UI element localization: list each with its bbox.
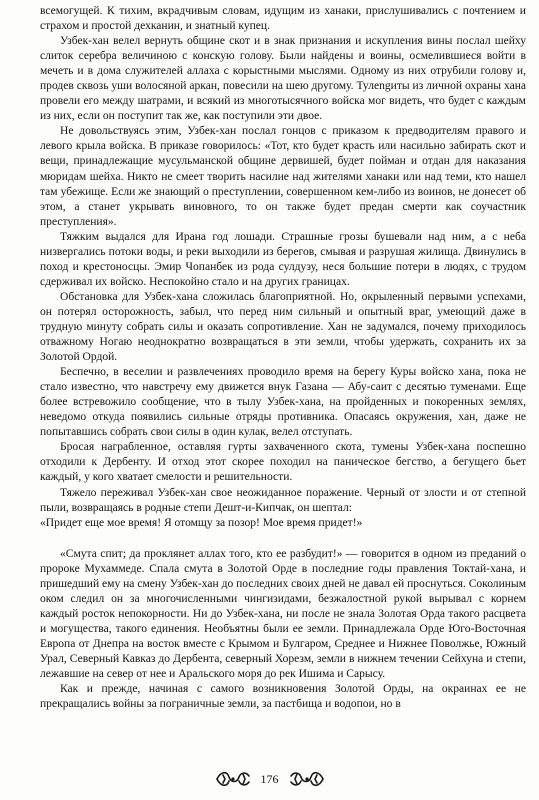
paragraph: Тяжело переживал Узбек-хан свое неожиданное поражение. Черный от злости и от степной пыли, возвращаясь в родные степи Дешт-и-Кипчак, он шептал: xyxy=(40,486,526,514)
paragraph: Как и прежде, начиная с самого возникновения Золотой Орды, на окраинах ее не прекращались войны за пограничные земли, за пастбища и водопои, но в xyxy=(40,683,526,711)
quote-line: «Придет еще мое время! Я отомщу за позор! Мое время придет!» xyxy=(40,516,363,529)
paragraph: Обстановка для Узбек-хана сложилась благоприятной. Но, окрыленный первыми успехами, он потерял осторожность, забыл, что перед ним сильный и опытный враг, умеющий даже в трудную минуту собрать силы и оказать сопротивление. Хан не задумался, почему приходилось отважному Ногаю неоднократно возвращаться в эти земли, чтобы удержать, сохранить их за Золотой Ордой. xyxy=(40,290,526,364)
paragraph-section-start: «Смута спит; да проклянет аллах того, кто ее разбудит!» — говорится в одном из преданий о пророке Мухаммеде. Спала смута в Золотой Орде в последние годы правления Токтай-хана, и пришедший ему на смену Узбек-хан до последних своих дней не давал ей проснуться. Соколиным оком следил он за многочисленными чингизидами, безжалостной рукой вырывал с корнем каждый росток непокорности. Ни до Узбек-хана, ни после не знала Золотая Орда такого расцвета и могущества, такого единения. Необъятны были ее земли. Принадлежала Орде Юго-Восточная Европа от Днепра на восток вместе с Крымом и Булгаром, Среднее и Нижнее Поволжье, Южный Урал, Северный Кавказ до Дербента, северный Хорезм, земли в нижнем течении Сейхуна и степи, лежавшие на север от нее и Аральского моря до рек Ишима и Сарысу. xyxy=(40,547,526,681)
paragraph: Бросая награбленное, оставляя гурты захваченного скота, тумены Узбек-хана поспешно отходили к Дербенту. И отход этот скорее походил на паническое бегство, а бегущего бьет каждый, у кого хватает смелости и решительности. xyxy=(40,441,526,484)
body-text xyxy=(40,4,526,712)
paragraph: Беспечно, в веселии и развлечениях проводило время на берегу Куры войско хана, пока не стало известно, что навстречу ему движется внук Газана — Абу-саит с десятью туменами. Еще более встревожило сообщение, что в тылу Узбек-хана, на пройденных и покоренных землях, неведомо откуда появились сильные отряды противника. Опасаясь окружения, хан, даже не попытавшись собрать свои силы в один кулак, велел отступать. xyxy=(40,366,526,439)
paragraph: Тяжким выдался для Ирана год лошади. Страшные грозы бушевали над ним, а с неба низвергались потоки воды, и реки выходили из берегов, смывая и разрушая жилища. Двинулись в поход и крестоносцы. Эмир Чопанбек из рода сулдузу, неся большие потери в людях, с трудом сдерживал их войско. Неспокойно стало и на других границах. xyxy=(40,230,526,288)
page-footer xyxy=(0,766,539,792)
left-ornament-icon xyxy=(215,768,251,790)
paragraph: Не довольствуясь этим, Узбек-хан послал гонцов с приказом к предводителям правого и левого крыла войска. В приказе говорилось: «Тот, кто будет красть или насильно забирать скот и вещи, принадлежащие мусульманской общине дервишей, будет пойман и отдан для наказания мюридам шейха. Никто не смеет творить насилие над жителями ханаки или над теми, кто нашел там убежище. Если же знающий о преступлении, совершенном кем-либо из воинов, не донесет об этом, а станет укрывать виновного, то он также будет предан смерти как соучастник преступления». xyxy=(40,125,526,228)
paragraph-continued: всемогущей. К тихим, вкрадчивым словам, идущим из ханаки, прислушивались с почтением и страхом и простой дехканин, и знатный купец. xyxy=(40,5,526,33)
paragraph: Узбек-хан велел вернуть общине скот и в знак признания и искупления вины послал шейху слиток серебра величиною с конскую голову. Были найдены и воины, осмелившиеся войти в мечеть и в дома служителей аллаха с корыстными мыслями. Одному из них отрубили голову и, продев сквозь уши волосяной аркан, повесили на шею другому. Тулengиты из личной охраны хана провели его между шатрами, и всякий из многотысячного войска мог видеть, что будет с каждым из них, если он поступит так же, как поступили эти двое. xyxy=(40,35,526,123)
right-ornament-icon xyxy=(289,768,325,790)
page-number: 176 xyxy=(260,771,279,786)
